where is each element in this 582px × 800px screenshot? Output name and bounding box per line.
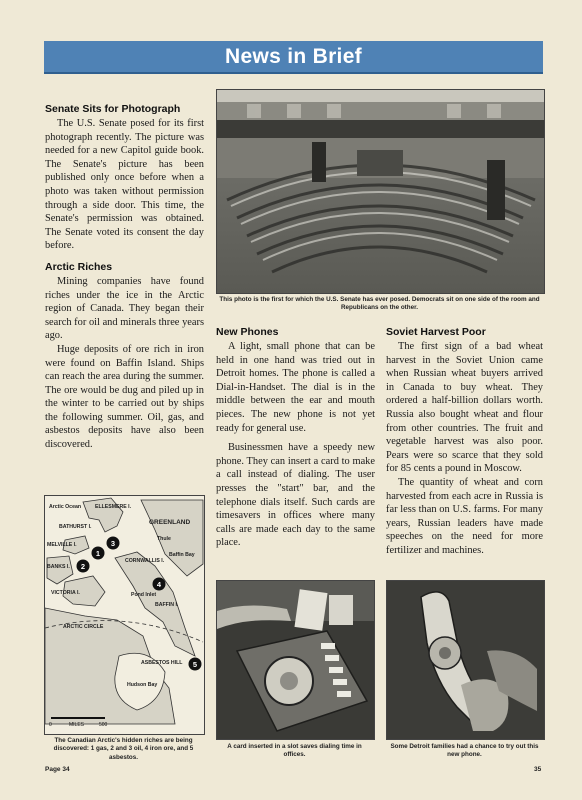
map-label-baffin-bay: Baffin Bay <box>169 552 195 558</box>
arctic-map-image <box>45 496 204 734</box>
map-marker-number: 1 <box>95 549 101 558</box>
card-phone-photo <box>216 580 375 740</box>
map-label-cornwallis: CORNWALLIS I. <box>125 558 165 564</box>
senate-paragraph: The U.S. Senate posed for its first photograph recently. The picture was needed for a new Capitol guide book. The Senate's picture has been published only once before when a photo was taken without permission through a side door. This time, the Senate's permission was obtained. The Senate voted its consent the day before. <box>45 118 204 252</box>
left-column <box>45 103 204 452</box>
map-scale-start: 0 <box>49 722 52 728</box>
phones-heading: New Phones <box>216 326 279 338</box>
phones-paragraph: Businessmen have a speedy new phone. They can insert a card to make a call instead of dialing. The user presses the "start" bar, and the telephone dials itself. Such cards are timesavers in offices where many calls are made each day to the same place. <box>216 442 375 549</box>
senate-photo-caption: This photo is the first for which the U.S. Senate has ever posed. Democrats sit on one side of the room and Republicans on the other. <box>219 296 540 312</box>
handset-image <box>387 581 544 739</box>
map-label-pond-inlet: Pond Inlet <box>131 592 157 598</box>
map-label-greenland: GREENLAND <box>149 519 191 526</box>
page-number-left: Page 34 <box>45 766 70 773</box>
map-scale-unit: MILES <box>69 722 85 728</box>
arctic-map <box>44 495 205 735</box>
map-label-arctic-circle: ARCTIC CIRCLE <box>63 624 104 630</box>
soviet-paragraph: The quantity of wheat and corn harvested from each acre in Russia is far less than on U.S. farms. For many years, Russian leaders have made speeches on the need for more fertilizer and machines. <box>386 476 543 556</box>
page-number-right: 35 <box>534 766 542 773</box>
handset-photo <box>386 580 545 740</box>
map-caption: The Canadian Arctic's hidden riches are being discovered: 1 gas, 2 and 3 oil, 4 iron ore, and 5 asbestos. <box>53 737 194 761</box>
soviet-heading: Soviet Harvest Poor <box>386 326 486 338</box>
news-banner <box>44 41 543 74</box>
arctic-paragraph: Mining companies have found riches under the ice in the Arctic region of Canada. They began their search for oil and minerals three years ago. <box>45 275 204 342</box>
map-label-arctic-ocean: Arctic Ocean <box>49 504 82 510</box>
map-label-ellesmere: ELLESMERE I. <box>95 504 132 510</box>
card-phone-image <box>217 581 374 739</box>
map-marker-number: 2 <box>80 562 86 571</box>
soviet-paragraph: The first sign of a bad wheat harvest in the Soviet Union came when Russian wheat buyers arrived in Canada to buy wheat. They ordered a half-billion dollars worth. Russia also bought wheat and flour from other countries. The fruit and vegetable harvest was also poor. Pears were so scarce that they sold for 85 cents a pound in Moscow. <box>386 341 543 475</box>
map-label-melville: MELVILLE I. <box>47 542 77 548</box>
map-label-baffin-island: BAFFIN I. <box>155 602 179 608</box>
senate-heading: Senate Sits for Photograph <box>45 103 181 115</box>
map-label-bathurst: BATHURST I. <box>59 524 92 530</box>
middle-column <box>216 326 375 550</box>
handset-caption: Some Detroit families had a chance to try out this new phone. <box>390 743 539 759</box>
banner-title: News in Brief <box>225 44 362 68</box>
senate-chamber-image <box>217 90 544 293</box>
card-phone-caption: A card inserted in a slot saves dialing time in offices. <box>227 743 362 759</box>
arctic-heading: Arctic Riches <box>45 260 113 273</box>
map-scale-end: 500 <box>99 722 108 728</box>
map-marker-number: 5 <box>192 660 198 669</box>
senate-photo <box>216 89 545 294</box>
map-label-victoria: VICTORIA I. <box>51 590 80 596</box>
map-label-asbestos-hill: ASBESTOS HILL <box>141 660 183 666</box>
map-label-thule: Thule <box>157 536 171 542</box>
map-marker-number: 3 <box>110 539 116 548</box>
right-column <box>386 326 543 558</box>
map-label-hudson-bay: Hudson Bay <box>127 682 158 688</box>
map-label-banks: BANKS I. <box>47 564 70 570</box>
phones-paragraph: A light, small phone that can be held in one hand was tried out in Detroit homes. The phone is called a Dial-in-Handset. The dial is in the middle between the ear and mouth pieces. The new phone is not yet ready for general use. <box>216 341 375 434</box>
map-marker-number: 4 <box>156 580 162 589</box>
arctic-paragraph: Huge deposits of ore rich in iron were found on Baffin Island. Ships can reach the area during the summer. The ore would be dug and piled up in the winter to be carried out by ships the following summer. Oil, gas, and asbestos deposits have also been discovered. <box>45 343 204 451</box>
